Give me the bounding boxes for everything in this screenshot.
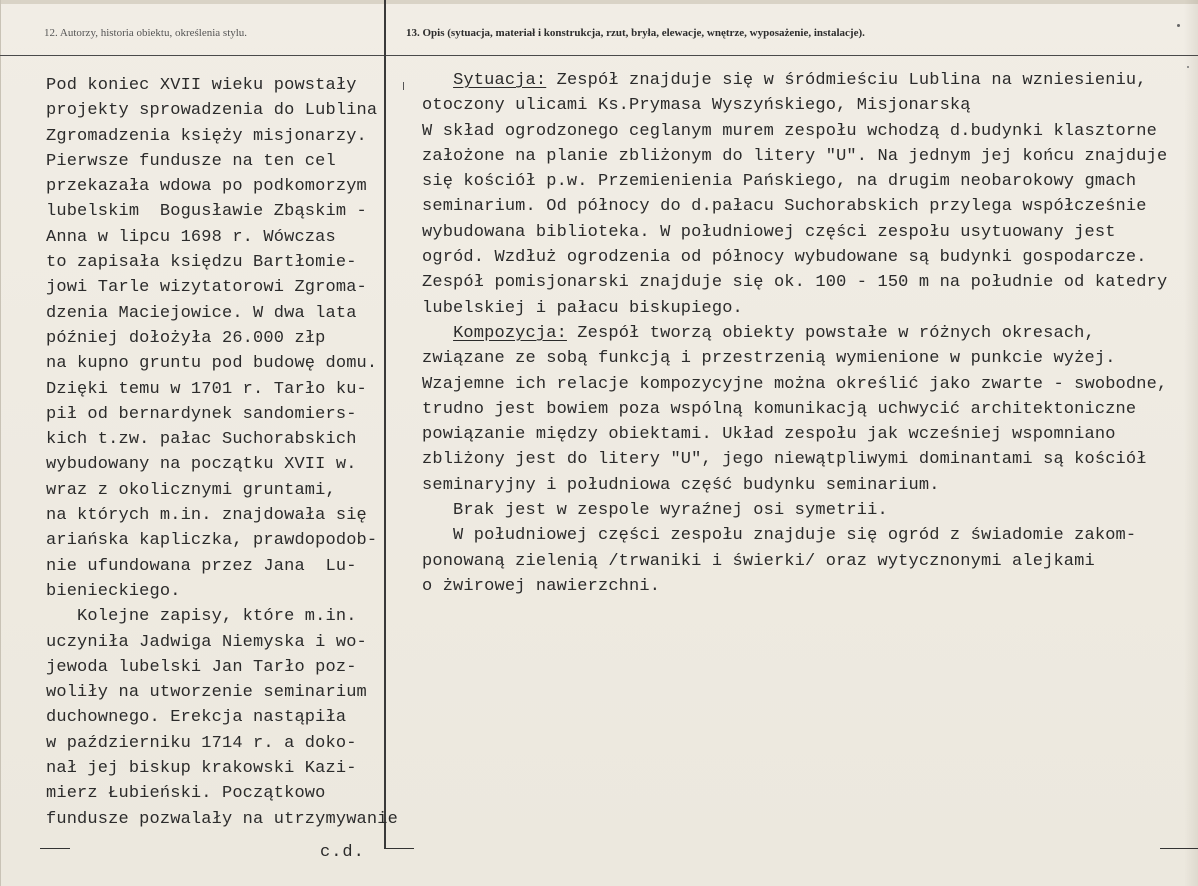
text-line: o żwirowej nawierzchni. <box>422 576 661 596</box>
text-line: fundusze pozwalały na utrzymywanie <box>46 809 398 829</box>
text-line: Wzajemne ich relacje kompozycyjne można określić jako zwarte - swobodne, <box>422 374 1168 394</box>
text-line: Kolejne zapisy, które m.in. <box>46 607 357 627</box>
text-line: kich t.zw. pałac Suchorabskich <box>46 430 357 450</box>
kompozycja-paragraph <box>422 346 1182 498</box>
text-line: jewoda lubelski Jan Tarło poz- <box>46 657 357 677</box>
history-text-block <box>46 73 398 832</box>
text-line: związane ze sobą funkcją i przestrzenią wymienione w punkcie wyżej. <box>422 349 1116 369</box>
text-line: Zespół pomisjonarski znajduje się ok. 100 - 150 m na południe od katedry <box>422 273 1168 293</box>
text-line: Zgromadzenia księży misjonarzy. <box>46 126 367 146</box>
continued-mark: c.d. <box>320 843 365 862</box>
text-line: lubelskim Bogusławie Zbąskim - <box>46 202 367 222</box>
text-line: duchownego. Erekcja nastąpiła <box>46 708 347 728</box>
text-line: woliły na utworzenie seminarium <box>46 683 367 703</box>
text-line: na kupno gruntu pod budowę domu. <box>46 354 378 374</box>
text-line: jowi Tarle wizytatorowi Zgroma- <box>46 278 367 298</box>
text-line: dzenia Maciejowice. W dwa lata <box>46 303 357 323</box>
text-line: W południowej części zespołu znajduje się ogród z świadomie zakom- <box>422 526 1137 546</box>
sytuacja-heading: Sytuacja: <box>453 71 547 90</box>
text-line: później dołożyła 26.000 złp <box>46 328 326 348</box>
kompozycja-paragraph-start <box>422 321 1182 346</box>
text-line: mierz Łubieński. Początkowo <box>46 784 326 804</box>
text-line: wraz z okolicznymi gruntami, <box>46 480 336 500</box>
text-line: nie ufundowana przez Jana Lu- <box>46 556 357 576</box>
sytuacja-paragraph <box>422 93 1182 321</box>
margin-tick-mark <box>403 82 404 90</box>
text-line: Pierwsze fundusze na ten cel <box>46 151 336 171</box>
sytuacja-paragraph-start <box>422 68 1182 93</box>
kompozycja-first-line: Zespół tworzą obiekty powstałe w różnych okresach, <box>566 323 1095 343</box>
text-line: pił od bernardynek sandomiers- <box>46 404 357 424</box>
text-line: seminarium. Od północy do d.pałacu Suchorabskich przylega współcześnie <box>422 197 1147 217</box>
left-edge-line <box>0 0 1 886</box>
text-line: projekty sprowadzenia do Lublina <box>46 101 378 121</box>
text-line: zbliżony jest do litery "U", jego niewątpliwymi dominantami są kościół <box>422 450 1147 470</box>
text-line: w październiku 1714 r. a doko- <box>46 733 357 753</box>
text-line: ogród. Wzdłuż ogrodzenia od północy wybudowane są budynki gospodarcze. <box>422 248 1147 268</box>
symmetry-paragraph: Brak jest w zespole wyraźnej osi symetrii. <box>422 501 888 521</box>
description-text-block <box>422 68 1182 599</box>
footer-rule-right <box>1160 848 1198 849</box>
text-line: W skład ogrodzonego ceglanym murem zespołu wchodzą d.budynki klasztorne <box>422 121 1157 141</box>
text-line: uczyniła Jadwiga Niemyska i wo- <box>46 632 367 652</box>
header-divider <box>0 55 1198 56</box>
text-line: się kościół p.w. Przemienienia Pańskiego, na drugim neobarokowy gmach <box>422 172 1137 192</box>
garden-paragraph <box>422 523 1182 599</box>
text-line: bienieckiego. <box>46 581 181 601</box>
text-line: powiązanie między obiektami. Układ zespołu jak wcześniej wspomniano <box>422 425 1116 445</box>
footer-rule-middle <box>384 848 414 849</box>
text-line: wybudowany na początku XVII w. <box>46 455 357 475</box>
text-line: ponowaną zielenią /trwaniki i świerki/ oraz wytycznonymi alejkami <box>422 551 1095 571</box>
left-column-header: 12. Autorzy, historia obiektu, określenia stylu. <box>44 27 248 39</box>
text-line: nał jej biskup krakowski Kazi- <box>46 759 357 779</box>
text-line: Dzięki temu w 1701 r. Tarło ku- <box>46 379 367 399</box>
text-line: Anna w lipcu 1698 r. Wówczas <box>46 227 336 247</box>
right-edge-shadow <box>1184 0 1198 886</box>
kompozycja-heading: Kompozycja: <box>453 323 567 343</box>
speck-mark <box>1177 24 1180 27</box>
speck-mark <box>1187 66 1189 68</box>
text-line: seminaryjny i południowa część budynku seminarium. <box>422 475 940 495</box>
right-column-header: 13. Opis (sytuacja, materiał i konstrukcja, rzut, bryła, elewacje, wnętrze, wyposażenie, instalacje). <box>406 27 865 39</box>
text-line: to zapisała księdzu Bartłomie- <box>46 253 357 273</box>
text-line: ariańska kapliczka, prawdopodob- <box>46 531 378 551</box>
text-line: trudno jest bowiem poza wspólną komunikacją uchwycić architektoniczne <box>422 399 1137 419</box>
text-line: założone na planie zbliżonym do litery "U". Na jednym jej końcu znajduje <box>422 146 1168 166</box>
sytuacja-first-line: Zespół znajduje się w śródmieściu Lublina na wzniesieniu, <box>546 71 1147 90</box>
page-top-edge <box>0 0 1198 4</box>
text-line: przekazała wdowa po podkomorzym <box>46 177 367 197</box>
text-line: Pod koniec XVII wieku powstały <box>46 76 357 95</box>
text-line: na których m.in. znajdowała się <box>46 506 367 526</box>
text-line: lubelskiej i pałacu biskupiego. <box>422 298 743 318</box>
text-line: otoczony ulicami Ks.Prymasa Wyszyńskiego, Misjonarską <box>422 96 971 116</box>
text-line: wybudowana biblioteka. W południowej części zespołu usytuowany jest <box>422 222 1116 242</box>
footer-rule-left <box>40 848 70 849</box>
